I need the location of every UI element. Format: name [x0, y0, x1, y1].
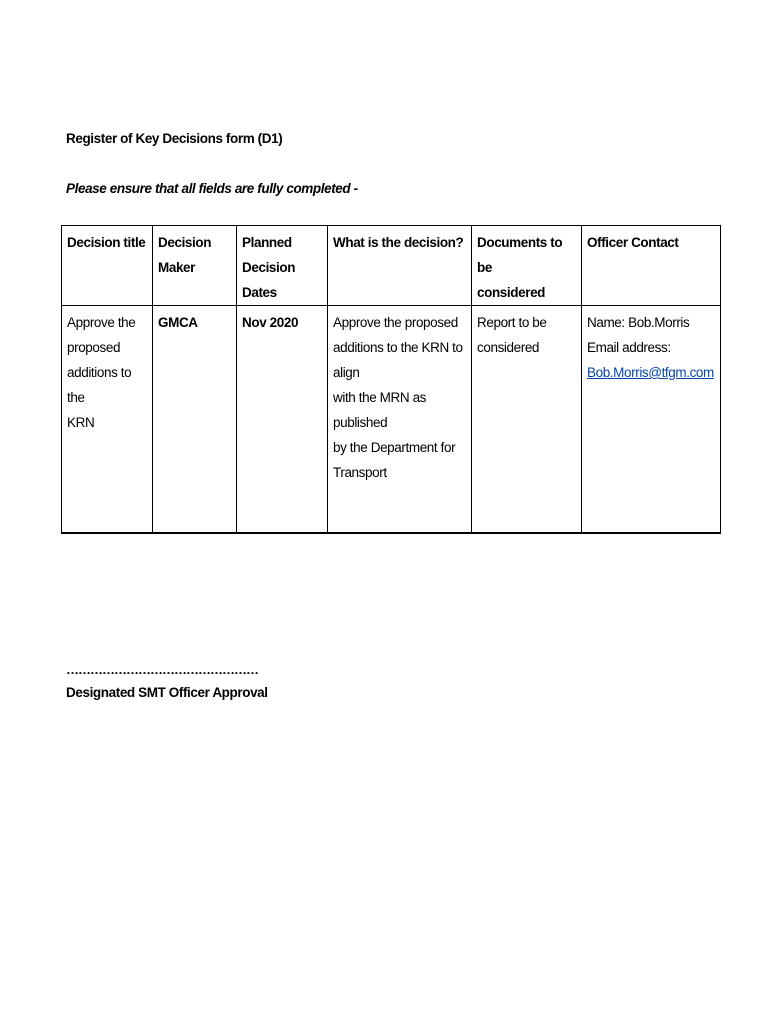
cell-officer-contact — [582, 306, 721, 534]
officer-email-link[interactable]: Bob.Morris@tfgm.com — [587, 365, 714, 380]
form-title: Register of Key Decisions form (D1) — [66, 131, 283, 146]
header-decision-title: Decision title — [62, 226, 153, 306]
cell-documents: Report to be considered — [472, 306, 582, 534]
key-decisions-table — [61, 225, 721, 534]
table-row — [62, 306, 721, 534]
signature-line: ………………………………………… — [66, 662, 258, 677]
approval-label: Designated SMT Officer Approval — [66, 685, 268, 700]
cell-planned-dates: Nov 2020 — [237, 306, 328, 534]
officer-name: Name: Bob.Morris — [587, 315, 690, 330]
header-planned-dates: Planned Decision Dates — [237, 226, 328, 306]
instruction-text: Please ensure that all fields are fully completed - — [66, 181, 358, 196]
header-officer-contact: Officer Contact — [582, 226, 721, 306]
header-documents: Documents to be considered — [472, 226, 582, 306]
header-decision-maker: Decision Maker — [153, 226, 237, 306]
header-what-is-decision: What is the decision? — [328, 226, 472, 306]
cell-decision-maker: GMCA — [153, 306, 237, 534]
email-label: Email address: — [587, 340, 671, 355]
cell-decision-title: Approve the proposed additions to the KRN — [62, 306, 153, 534]
cell-what-is-decision: Approve the proposed additions to the KRN to align with the MRN as published by the Department for Transport — [328, 306, 472, 534]
table-header-row — [62, 226, 721, 306]
